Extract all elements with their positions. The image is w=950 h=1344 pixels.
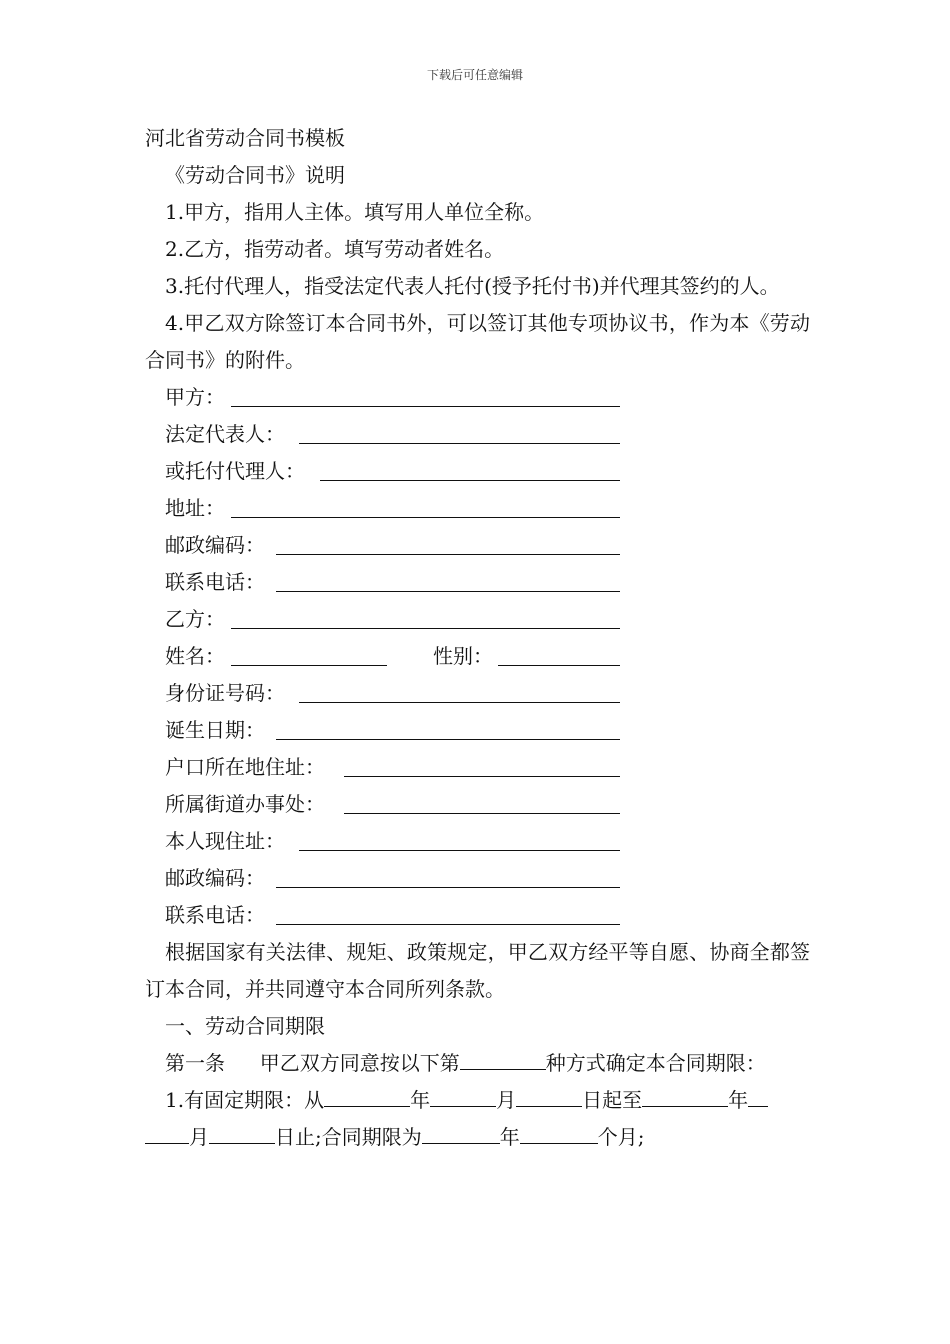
- preamble-paragraph: 根据国家有关法律、规矩、政策规定，甲乙双方经平等自愿、协商全都签订本合同，并共同遵守本合同所列条款。: [145, 940, 810, 1001]
- field-label: 乙方：: [165, 607, 225, 631]
- field-blank[interactable]: [299, 702, 620, 703]
- term-option-1-line-1: [145, 1082, 810, 1119]
- field-id-number: [145, 675, 810, 712]
- field-party-a: [145, 379, 810, 416]
- document-subtitle: 《劳动合同书》说明: [165, 163, 345, 187]
- gender-blank[interactable]: [498, 665, 620, 666]
- page-header: 下载后可任意编辑: [426, 68, 523, 82]
- field-label: 联系电话：: [165, 570, 265, 594]
- name-blank[interactable]: [231, 665, 387, 666]
- field-label-name: 姓名：: [165, 644, 225, 668]
- field-postcode-b: [145, 860, 810, 897]
- field-party-b: [145, 601, 810, 638]
- year-label-2: 年: [728, 1088, 749, 1112]
- field-blank[interactable]: [344, 776, 620, 777]
- field-phone-a: [145, 564, 810, 601]
- end-year-blank[interactable]: [642, 1088, 728, 1107]
- field-street-office: [145, 786, 810, 823]
- field-label: 地址：: [165, 496, 225, 520]
- field-label: 户口所在地住址：: [165, 755, 325, 779]
- field-blank[interactable]: [299, 443, 620, 444]
- field-birth-date: [145, 712, 810, 749]
- field-blank[interactable]: [276, 887, 620, 888]
- day-from-label: 日起至: [582, 1088, 643, 1112]
- section-1-title: 一、劳动合同期限: [165, 1014, 325, 1038]
- note-2: 2.乙方，指劳动者。填写劳动者姓名。: [165, 237, 505, 261]
- field-household-address: [145, 749, 810, 786]
- field-label: 联系电话：: [165, 903, 265, 927]
- note-1: 1.甲方，指用人主体。填写用人单位全称。: [165, 200, 545, 224]
- term-option-1-line-2: [145, 1119, 810, 1156]
- field-name-gender: [145, 638, 810, 675]
- start-year-blank[interactable]: [324, 1088, 410, 1107]
- field-blank[interactable]: [276, 739, 620, 740]
- term-months-blank[interactable]: [520, 1125, 598, 1144]
- term-years-blank[interactable]: [422, 1125, 500, 1144]
- end-month-blank-cont[interactable]: [145, 1125, 189, 1144]
- field-blank[interactable]: [344, 813, 620, 814]
- field-label: 或托付代理人：: [165, 459, 305, 483]
- month-label: 月: [496, 1088, 517, 1112]
- field-blank[interactable]: [276, 924, 620, 925]
- field-label: 所属街道办事处：: [165, 792, 325, 816]
- field-label: 邮政编码：: [165, 866, 265, 890]
- month-label-2: 月: [189, 1125, 209, 1149]
- field-phone-b: [145, 897, 810, 934]
- field-address: [145, 490, 810, 527]
- article-1-text-before: 甲乙双方同意按以下第: [259, 1051, 460, 1075]
- field-label-gender: 性别：: [433, 644, 493, 668]
- field-label: 邮政编码：: [165, 533, 265, 557]
- field-legal-rep: [145, 416, 810, 453]
- year-label: 年: [410, 1088, 431, 1112]
- field-blank[interactable]: [276, 591, 620, 592]
- start-month-blank[interactable]: [430, 1088, 496, 1107]
- field-label: 诞生日期：: [165, 718, 265, 742]
- note-4: 4.甲乙双方除签订本合同书外，可以签订其他专项协议书，作为本《劳动合同书》的附件。: [145, 311, 810, 372]
- method-blank[interactable]: [460, 1051, 546, 1070]
- term-prefix: 1.有固定期限：从: [165, 1088, 325, 1112]
- document-title: 河北省劳动合同书模板: [145, 126, 345, 150]
- field-blank[interactable]: [299, 850, 620, 851]
- field-label: 本人现住址：: [165, 829, 285, 853]
- article-1: [145, 1045, 810, 1082]
- field-blank[interactable]: [231, 517, 620, 518]
- document-body: [145, 120, 810, 1156]
- end-day-blank[interactable]: [209, 1125, 275, 1144]
- field-current-address: [145, 823, 810, 860]
- field-blank[interactable]: [231, 406, 620, 407]
- note-3: 3.托付代理人，指受法定代表人托付(授予托付书)并代理其签约的人。: [165, 274, 780, 298]
- article-1-label: 第一条: [165, 1051, 225, 1075]
- field-label: 身份证号码：: [165, 681, 285, 705]
- field-blank[interactable]: [276, 554, 620, 555]
- field-agent: [145, 453, 810, 490]
- year-label-3: 年: [499, 1125, 520, 1149]
- article-1-text-after: 种方式确定本合同期限：: [545, 1051, 766, 1075]
- end-month-blank-start[interactable]: [748, 1088, 768, 1107]
- field-blank[interactable]: [231, 628, 620, 629]
- field-postcode-a: [145, 527, 810, 564]
- field-blank[interactable]: [320, 480, 620, 481]
- day-end-label: 日止;合同期限为: [275, 1125, 422, 1149]
- months-label: 个月;: [597, 1125, 645, 1149]
- field-label: 法定代表人：: [165, 422, 285, 446]
- field-label: 甲方：: [165, 385, 225, 409]
- start-day-blank[interactable]: [516, 1088, 582, 1107]
